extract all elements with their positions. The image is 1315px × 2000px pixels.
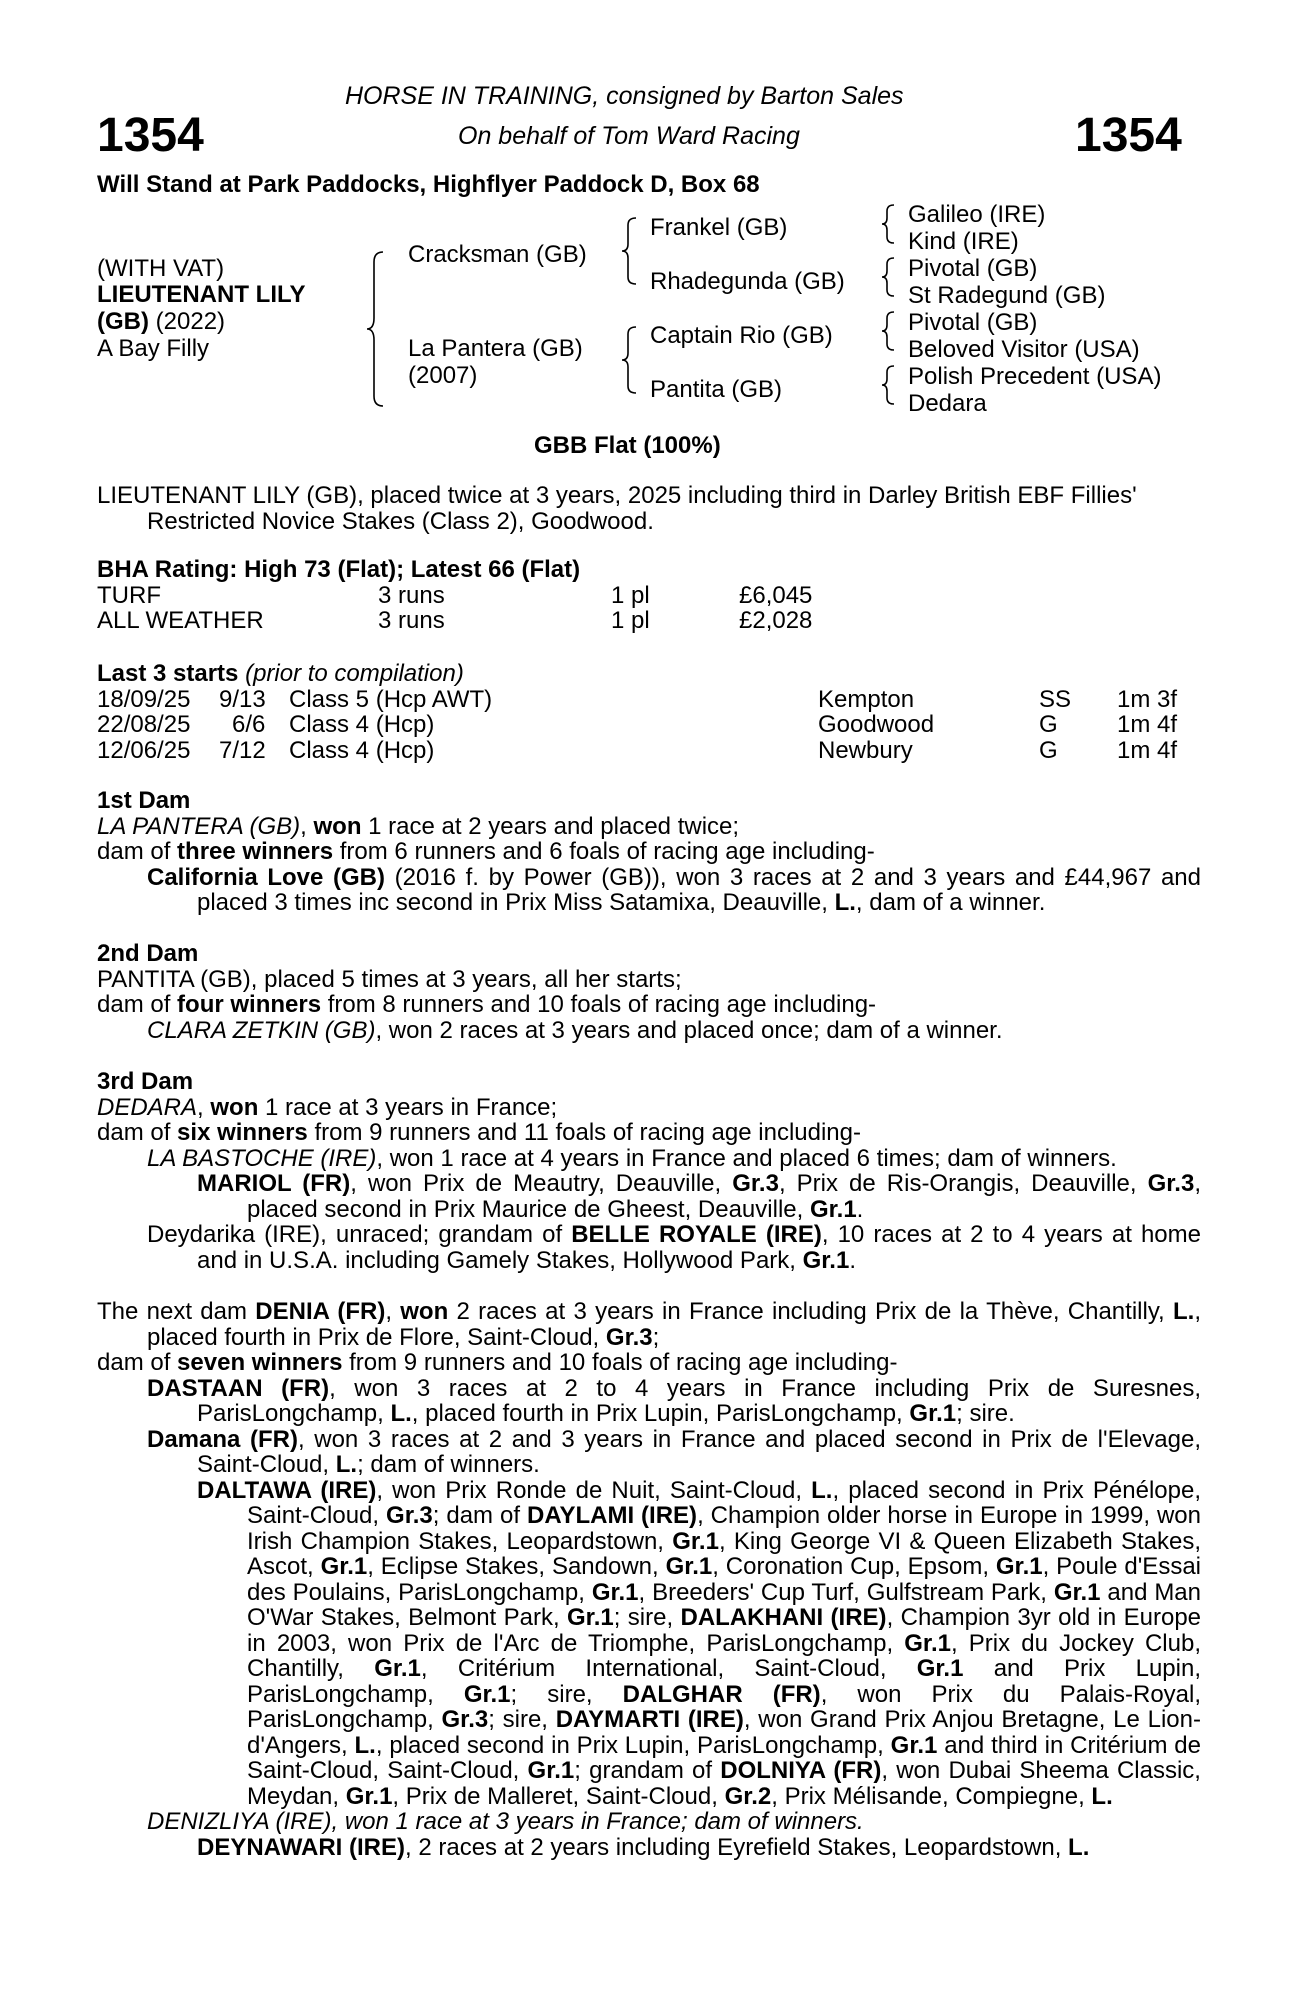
listed-badge: L. bbox=[1091, 1782, 1113, 1810]
produce-text: from 9 runners and 10 foals of racing age including- bbox=[342, 1349, 898, 1376]
start-date: 12/06/25 bbox=[97, 737, 191, 764]
progeny-entry bbox=[97, 1809, 1201, 1835]
progeny-name: Damana (FR) bbox=[147, 1425, 298, 1453]
progeny-name: DAYLAMI (IRE) bbox=[526, 1502, 698, 1529]
start-distance: 1m 4f bbox=[1117, 737, 1178, 764]
progeny-text: ; sire, bbox=[613, 1604, 681, 1631]
progeny-name: California Love (GB) bbox=[147, 863, 385, 891]
group-badge: Gr.1 bbox=[904, 1629, 951, 1657]
group-badge: Gr.1 bbox=[591, 1578, 639, 1606]
pedigree-g1: Galileo (IRE) bbox=[908, 201, 1046, 228]
progeny-text: , Poule d'Essai des Poulains, ParisLongchamp, bbox=[247, 1553, 1201, 1606]
pedigree-brace-2 bbox=[620, 216, 640, 286]
progeny-text: , Coronation Cup, Epsom, bbox=[712, 1553, 996, 1580]
pedigree-g2: Kind (IRE) bbox=[908, 228, 1019, 255]
progeny-text: , Prix de Ris-Orangis, Deauville, bbox=[778, 1170, 1148, 1197]
next-dam-text: ; bbox=[652, 1323, 660, 1351]
progeny-text: , 10 races at 2 to 4 years at home and in U.S.A. including Gamely Stakes, Hollywood Park, bbox=[197, 1221, 1201, 1274]
progeny-text: , King George VI & Queen Elizabeth Stakes, Ascot, bbox=[247, 1527, 1201, 1580]
progeny-text: , dam of a winner. bbox=[855, 889, 1046, 916]
progeny-name: BELLE ROYALE (IRE) bbox=[571, 1221, 822, 1248]
group-badge: Gr.1 bbox=[567, 1604, 614, 1631]
won-label: won bbox=[210, 1093, 259, 1121]
rating-heading: BHA Rating: High 73 (Flat); Latest 66 (Flat) bbox=[97, 556, 581, 583]
next-dam-name: DENIA (FR) bbox=[255, 1298, 386, 1325]
second-dam-record: PANTITA (GB), placed 5 times at 3 years, all her starts; bbox=[97, 965, 682, 993]
first-dam-heading: 1st Dam bbox=[97, 787, 191, 814]
progeny-entry bbox=[97, 1222, 1201, 1273]
progeny-name: DEYNAWARI (IRE) bbox=[197, 1833, 406, 1861]
third-dam-text: 1 race at 3 years in France; bbox=[258, 1093, 558, 1121]
progeny-name: DASTAAN (FR) bbox=[147, 1374, 330, 1402]
listed-badge: L. bbox=[335, 1451, 358, 1478]
progeny-text: , won Prix Ronde de Nuit, Saint-Cloud, bbox=[376, 1476, 812, 1504]
header-consignor: HORSE IN TRAINING, consigned by Barton Sales bbox=[345, 82, 904, 110]
group-badge: Gr.1 bbox=[320, 1553, 368, 1580]
dam-of-label: dam of bbox=[97, 838, 178, 865]
group-badge: Gr.3 bbox=[1147, 1170, 1195, 1197]
listed-badge: L. bbox=[834, 889, 856, 916]
progeny-text: , won 1 race at 3 years in France; dam of winners. bbox=[331, 1808, 864, 1835]
next-dam-produce bbox=[97, 1350, 1201, 1376]
produce-text: from 8 runners and 10 foals of racing age including- bbox=[321, 991, 877, 1018]
location-line: Will Stand at Park Paddocks, Highflyer Paddock D, Box 68 bbox=[97, 171, 760, 198]
second-dam-heading: 2nd Dam bbox=[97, 940, 199, 967]
progeny-name: LA BASTOCHE (IRE) bbox=[147, 1144, 377, 1172]
dam-of-label: dam of bbox=[97, 991, 178, 1018]
pedigree-sire: Cracksman (GB) bbox=[408, 241, 587, 268]
summary bbox=[97, 483, 1201, 534]
progeny-entry bbox=[97, 1835, 1201, 1861]
progeny-text: ; dam of winners. bbox=[357, 1451, 540, 1478]
lot-number-right: 1354 bbox=[1075, 109, 1182, 162]
next-dam-text: The next dam bbox=[97, 1298, 256, 1325]
start-going: G bbox=[1039, 711, 1058, 738]
start-course: Newbury bbox=[818, 737, 913, 764]
progeny-text: , won 3 races at 2 to 4 years in France including Prix de Suresnes, ParisLongchamp, bbox=[197, 1374, 1201, 1427]
dam-of-label: dam of bbox=[97, 1349, 178, 1376]
pedigree-brace-7 bbox=[880, 364, 898, 406]
pedigree-dam-year: (2007) bbox=[408, 362, 478, 389]
start-date: 18/09/25 bbox=[97, 686, 191, 713]
start-race: Class 4 (Hcp) bbox=[289, 711, 435, 738]
progeny-text: ; sire, bbox=[510, 1680, 623, 1708]
pedigree-g6: Beloved Visitor (USA) bbox=[908, 336, 1140, 363]
group-badge: Gr.1 bbox=[665, 1553, 713, 1580]
start-course: Goodwood bbox=[818, 711, 935, 738]
progeny-name: DOLNIYA (FR) bbox=[720, 1757, 882, 1784]
winners-count: three winners bbox=[177, 838, 334, 865]
first-dam-text: 1 race at 2 years and placed twice; bbox=[361, 812, 740, 840]
group-badge: Gr.3 bbox=[441, 1706, 489, 1733]
horse-year: (2022) bbox=[155, 308, 226, 335]
group-badge: Gr.1 bbox=[802, 1246, 850, 1274]
progeny-text: , won Dubai Sheema Classic, Meydan, bbox=[247, 1757, 1201, 1810]
progeny-text: , Champion 3yr old in Europe in 2003, won Prix de l'Arc de Triomphe, ParisLongchamp, bbox=[247, 1604, 1202, 1657]
rating-placed: 1 pl bbox=[611, 607, 650, 634]
progeny-name: DALAKHANI (IRE) bbox=[680, 1604, 887, 1631]
pedigree-g7: Polish Precedent (USA) bbox=[908, 363, 1162, 390]
progeny-text: , placed second in Prix Maurice de Gheest, Deauville, bbox=[247, 1170, 1201, 1223]
third-dam-heading: 3rd Dam bbox=[97, 1068, 194, 1095]
progeny-name: DAYMARTI (IRE) bbox=[555, 1706, 744, 1733]
progeny-entry bbox=[97, 865, 1201, 916]
first-dam-record: LA PANTERA (GB), won 1 race at 2 years and placed twice; bbox=[97, 812, 740, 840]
listed-badge: L. bbox=[811, 1476, 833, 1504]
start-pos: 9/13 bbox=[219, 686, 266, 713]
pedigree-sire-dam: Rhadegunda (GB) bbox=[650, 268, 845, 295]
start-date: 22/08/25 bbox=[97, 711, 191, 738]
progeny-name: DALTAWA (IRE) bbox=[197, 1476, 377, 1504]
start-course: Kempton bbox=[818, 686, 915, 713]
first-dam-section bbox=[97, 788, 1201, 916]
listed-badge: L. bbox=[1068, 1833, 1090, 1861]
progeny-text: , won 1 race at 4 years in France and placed 6 times; dam of winners. bbox=[376, 1144, 1117, 1172]
group-badge: Gr.1 bbox=[672, 1527, 719, 1555]
third-dam-section bbox=[97, 1069, 1201, 1273]
progeny-entry bbox=[97, 1171, 1201, 1222]
progeny-text: ; grandam of bbox=[574, 1757, 721, 1784]
first-dam-name: LA PANTERA (GB) bbox=[97, 812, 301, 840]
progeny-text: . bbox=[856, 1195, 864, 1223]
last-starts-note: (prior to compilation) bbox=[245, 660, 464, 687]
progeny-text: . bbox=[849, 1246, 856, 1274]
won-label: won bbox=[313, 812, 362, 840]
progeny-entry bbox=[97, 1018, 1201, 1044]
summary-line1: LIEUTENANT LILY (GB), placed twice at 3 years, 2025 including third in Darley British EBF Fillies' bbox=[97, 482, 1137, 509]
progeny-text: , Prix de Malleret, Saint-Cloud, bbox=[392, 1782, 725, 1810]
produce-text: from 9 runners and 11 foals of racing age including- bbox=[307, 1119, 861, 1146]
pedigree-brace-3 bbox=[620, 325, 640, 395]
group-badge: Gr.3 bbox=[605, 1323, 653, 1351]
dam-of-label: dam of bbox=[97, 1119, 178, 1146]
progeny-text: , Prix du Jockey Club, Chantilly, bbox=[247, 1629, 1201, 1682]
progeny-text: Deydarika (IRE), unraced; grandam of bbox=[147, 1221, 572, 1248]
group-badge: Gr.1 bbox=[890, 1731, 938, 1759]
start-pos: 6/6 bbox=[232, 711, 266, 738]
progeny-text: and Man O'War Stakes, Belmont Park, bbox=[247, 1578, 1202, 1631]
rating-prize: £2,028 bbox=[739, 607, 813, 634]
start-race: Class 4 (Hcp) bbox=[289, 737, 435, 764]
progeny-text: , won 2 races at 3 years and placed once; dam of a winner. bbox=[375, 1016, 1003, 1044]
rating-placed: 1 pl bbox=[611, 582, 650, 609]
progeny-entry bbox=[97, 1478, 1201, 1810]
progeny-text: , Champion older horse in Europe in 1999, won Irish Champion Stakes, Leopardstown, bbox=[247, 1502, 1202, 1555]
progeny-text: , 2 races at 2 years including Eyrefield Stakes, Leopardstown, bbox=[405, 1833, 1069, 1861]
next-dam-text: , placed fourth in Prix de Flore, Saint-Cloud, bbox=[147, 1298, 1201, 1351]
progeny-entry bbox=[97, 1376, 1201, 1427]
progeny-text: , won Prix de Meautry, Deauville, bbox=[350, 1170, 733, 1197]
group-badge: Gr.1 bbox=[916, 1655, 964, 1682]
header-behalf: On behalf of Tom Ward Racing bbox=[458, 122, 800, 150]
pedigree-dam-sire: Captain Rio (GB) bbox=[650, 322, 833, 349]
progeny-text: , placed second in Prix Pénélope, Saint-Cloud, bbox=[247, 1476, 1201, 1529]
gbb-rating: GBB Flat (100%) bbox=[534, 432, 721, 459]
third-dam-record: DEDARA, won 1 race at 3 years in France; bbox=[97, 1093, 558, 1121]
progeny-text: , won Grand Prix Anjou Bretagne, Le Lion-d'Angers, bbox=[247, 1706, 1201, 1759]
horse-country: (GB) bbox=[97, 308, 149, 335]
start-race: Class 5 (Hcp AWT) bbox=[289, 686, 493, 713]
progeny-text: , placed fourth in Prix Lupin, ParisLongchamp, bbox=[411, 1400, 910, 1427]
lot-number-left: 1354 bbox=[97, 109, 204, 162]
group-badge: Gr.1 bbox=[995, 1553, 1043, 1580]
progeny-text: , Critérium International, Saint-Cloud, bbox=[420, 1655, 917, 1682]
progeny-name: DALGHAR (FR) bbox=[622, 1680, 821, 1708]
group-badge: Gr.1 bbox=[463, 1680, 511, 1708]
rating-surface: TURF bbox=[97, 582, 161, 609]
produce-text: from 6 runners and 6 foals of racing age including- bbox=[333, 838, 875, 865]
group-badge: Gr.1 bbox=[345, 1782, 393, 1810]
rating-surface: ALL WEATHER bbox=[97, 607, 264, 634]
pedigree-brace-6 bbox=[880, 310, 898, 352]
next-dam-record: The next dam DENIA (FR), won 2 races at 3 years in France including Prix de la Thève, Chantilly, L., placed fourth in Prix de Flore, Saint-Cloud, Gr.3; bbox=[97, 1298, 1201, 1351]
rating-prize: £6,045 bbox=[739, 582, 813, 609]
progeny-text: and third in Critérium de Saint-Cloud, Saint-Cloud, bbox=[247, 1731, 1201, 1784]
pedigree-g8: Dedara bbox=[908, 390, 987, 417]
winners-count: six winners bbox=[177, 1119, 308, 1146]
pedigree-brace-1 bbox=[365, 250, 387, 408]
progeny-name: DENIZLIYA (IRE) bbox=[147, 1808, 332, 1835]
second-dam-produce bbox=[97, 992, 1201, 1018]
group-badge: Gr.1 bbox=[1053, 1578, 1101, 1606]
progeny-text: (2016 f. by Power (GB)), won 3 races at 2 and 3 years and £44,967 and placed 3 times inc second in Prix Miss Satamixa, Deauville, bbox=[197, 863, 1201, 916]
winners-count: four winners bbox=[177, 991, 322, 1018]
pedigree-sire-sire: Frankel (GB) bbox=[650, 214, 788, 241]
pedigree-brace-5 bbox=[880, 256, 898, 298]
next-dam-text: 2 races at 3 years in France including Prix de la Thève, Chantilly, bbox=[448, 1298, 1173, 1325]
third-dam-produce bbox=[97, 1120, 1201, 1146]
progeny-text: , Prix Mélisande, Compiegne, bbox=[771, 1782, 1092, 1810]
progeny-text: , won Prix du Palais-Royal, ParisLongchamp, bbox=[247, 1680, 1202, 1733]
pedigree-g4: St Radegund (GB) bbox=[908, 282, 1106, 309]
last-starts-heading bbox=[97, 662, 464, 686]
group-badge: Gr.2 bbox=[724, 1782, 772, 1810]
progeny-entry bbox=[97, 1427, 1201, 1478]
group-badge: Gr.1 bbox=[527, 1757, 575, 1784]
progeny-entry bbox=[97, 1146, 1201, 1172]
horse-description: A Bay Filly bbox=[97, 335, 210, 362]
listed-badge: L. bbox=[390, 1400, 412, 1427]
rating-runs: 3 runs bbox=[378, 607, 445, 634]
second-dam-section bbox=[97, 941, 1201, 1043]
winners-count: seven winners bbox=[177, 1349, 343, 1376]
progeny-text: , won 3 races at 2 and 3 years in France and placed second in Prix de l'Elevage, Saint-Cloud, bbox=[197, 1425, 1201, 1478]
group-badge: Gr.1 bbox=[809, 1195, 857, 1223]
next-dam-section bbox=[97, 1299, 1201, 1860]
progeny-text: ; dam of bbox=[432, 1502, 527, 1529]
group-badge: Gr.3 bbox=[732, 1170, 779, 1197]
pedigree-dam: La Pantera (GB) bbox=[408, 335, 583, 362]
pedigree-dam-dam: Pantita (GB) bbox=[650, 376, 783, 403]
last-starts-title: Last 3 starts bbox=[97, 660, 239, 687]
group-badge: Gr.1 bbox=[374, 1655, 421, 1682]
start-going: SS bbox=[1039, 686, 1072, 713]
progeny-text: ; sire, bbox=[488, 1706, 556, 1733]
first-dam-produce bbox=[97, 839, 1201, 865]
rating-runs: 3 runs bbox=[378, 582, 445, 609]
horse-name: LIEUTENANT LILY bbox=[97, 281, 306, 308]
progeny-text: , placed second in Prix Lupin, ParisLongchamp, bbox=[375, 1731, 891, 1759]
won-label: won bbox=[400, 1298, 449, 1325]
progeny-text: , Eclipse Stakes, Sandown, bbox=[367, 1553, 666, 1580]
listed-badge: L. bbox=[1172, 1298, 1195, 1325]
listed-badge: L. bbox=[354, 1731, 376, 1759]
progeny-name: CLARA ZETKIN (GB) bbox=[147, 1016, 376, 1044]
vat-note: (WITH VAT) bbox=[97, 255, 225, 282]
pedigree-brace-4 bbox=[880, 203, 898, 245]
pedigree-g3: Pivotal (GB) bbox=[908, 255, 1038, 282]
pedigree-g5: Pivotal (GB) bbox=[908, 309, 1038, 336]
progeny-text: and Prix Lupin, ParisLongchamp, bbox=[247, 1655, 1201, 1708]
start-distance: 1m 3f bbox=[1117, 686, 1178, 713]
start-pos: 7/12 bbox=[219, 737, 266, 764]
group-badge: Gr.3 bbox=[386, 1502, 433, 1529]
horse-country-year bbox=[97, 310, 225, 334]
progeny-text: ; sire. bbox=[956, 1400, 1015, 1427]
start-distance: 1m 4f bbox=[1117, 711, 1178, 738]
progeny-name: MARIOL (FR) bbox=[197, 1170, 351, 1197]
progeny-text: , Breeders' Cup Turf, Gulfstream Park, bbox=[638, 1578, 1054, 1606]
summary-line2: Restricted Novice Stakes (Class 2), Goodwood. bbox=[147, 507, 654, 535]
start-going: G bbox=[1039, 737, 1058, 764]
group-badge: Gr.1 bbox=[909, 1400, 957, 1427]
third-dam-name: DEDARA bbox=[97, 1093, 198, 1121]
